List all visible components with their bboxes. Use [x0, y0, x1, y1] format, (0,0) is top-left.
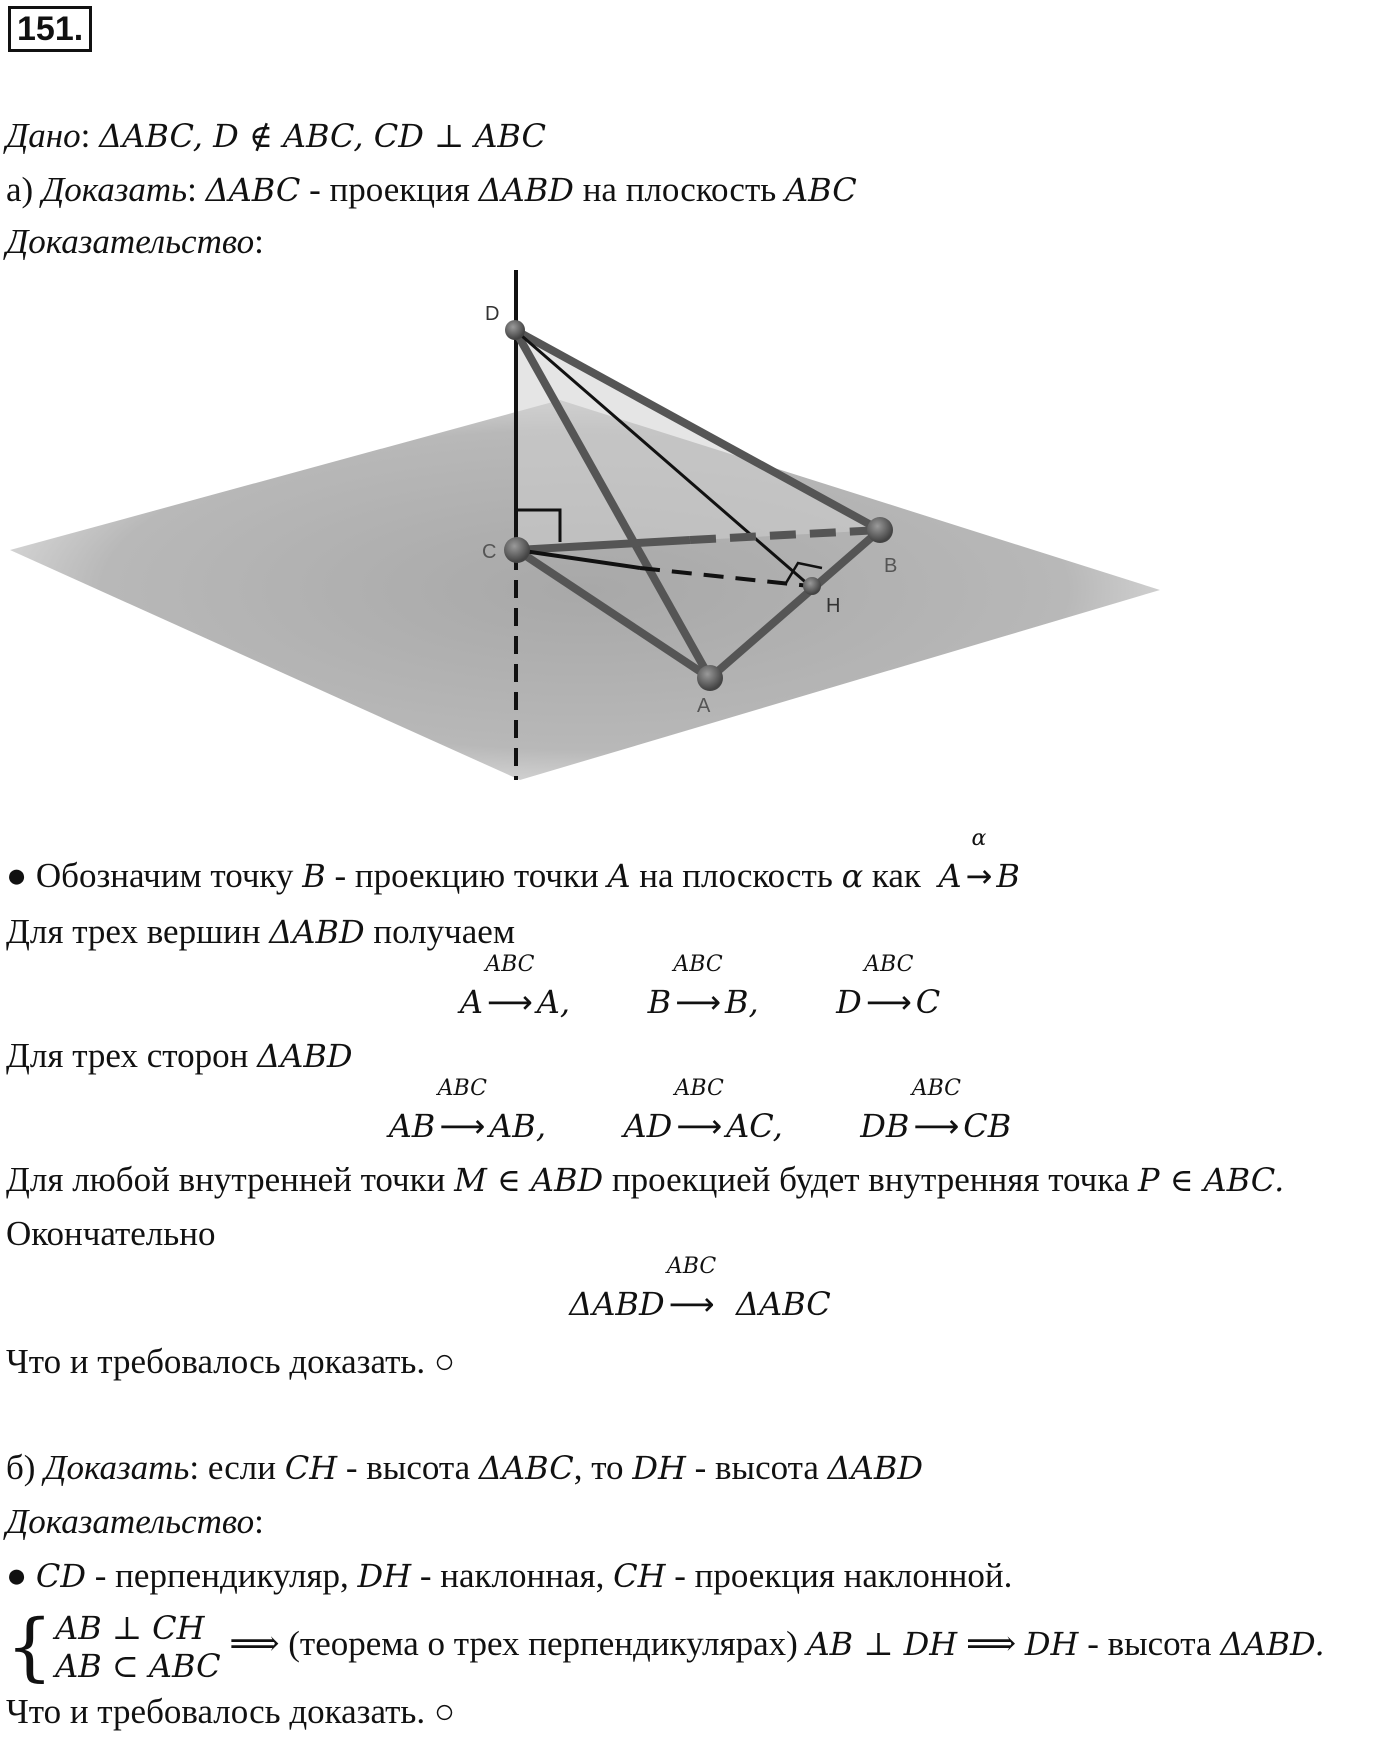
given-math: ΔABC, D ∉ ABC, CD ⊥ ABC [99, 117, 547, 155]
map-arrow [673, 952, 723, 1024]
map-from: A [459, 983, 483, 1021]
step-b2-math2: DH [1024, 1625, 1079, 1663]
given-line: Дано: ΔABC, D ∉ ABC, CD ⊥ ABC [6, 116, 547, 155]
map-arrow [485, 952, 535, 1024]
step-b1-line [6, 1554, 1012, 1598]
bullet: ● [6, 856, 28, 895]
part-b-text3: , то [573, 1448, 633, 1487]
label-h: H [826, 595, 841, 617]
point-d [505, 320, 525, 340]
brace: { [6, 1603, 54, 1690]
part-a-text1: - проекция [300, 170, 479, 209]
arrow: ⟶ [439, 1107, 486, 1145]
geometry-figure [0, 260, 1200, 790]
sides-line [6, 1034, 352, 1078]
proof-heading-a: Доказательство: [6, 222, 264, 261]
part-b-math2: ΔABC [478, 1449, 574, 1487]
step1-line [6, 826, 1020, 898]
part-a-prefix: а) [6, 170, 34, 209]
map-arrow [666, 1254, 717, 1326]
map-arrow [864, 952, 914, 1024]
interior-math2: P ∈ ABC. [1137, 1161, 1285, 1199]
point-c [504, 537, 530, 563]
label-d: D [485, 303, 500, 325]
map-from: D [836, 983, 862, 1021]
finally-text: Окончательно [6, 1214, 216, 1253]
map-to: AC, [726, 1107, 783, 1145]
implies-symbol: ⟹ [229, 1624, 280, 1663]
arrow: ⟶ [486, 983, 533, 1021]
map-from: B [647, 983, 672, 1021]
proof-label: Доказательство [6, 1502, 255, 1541]
equation-system [6, 1603, 221, 1690]
interior-line [6, 1158, 1284, 1202]
part-b-text1: : если [189, 1448, 285, 1487]
label-c: C [482, 541, 497, 563]
vertex-maps [0, 952, 1400, 1024]
label-b: B [884, 555, 898, 577]
label-a: A [697, 695, 711, 717]
step1-text4: как [863, 856, 930, 895]
point-b [867, 517, 893, 543]
step1-math2: A [607, 857, 631, 895]
step1-math5: B [996, 857, 1020, 895]
system-row1: AB ⊥ CH [55, 1608, 205, 1647]
map-to: A, [536, 983, 571, 1021]
arrow-over-label: α [971, 826, 987, 851]
vertices-text2: получаем [364, 912, 515, 951]
step-b2-math3: ΔABD. [1220, 1625, 1325, 1663]
proof-heading-b: Доказательство: [6, 1502, 264, 1541]
arrow: ⟶ [865, 983, 912, 1021]
map-over: ABC [864, 952, 914, 977]
step-b1-math3: CH [613, 1557, 666, 1595]
map-over: ABC [674, 1076, 724, 1101]
map-from: AD [623, 1107, 673, 1145]
implies-symbol: ⟹ [965, 1624, 1017, 1663]
step1-text2: - проекцию точки [325, 856, 608, 895]
step1-text3: на плоскость [630, 856, 842, 895]
map-over: ABC [911, 1076, 962, 1101]
point-h [803, 577, 821, 595]
map-arrow [437, 1076, 487, 1148]
map-to: B, [724, 983, 759, 1021]
step-b2-line [6, 1603, 1325, 1690]
vertices-text: Для трех вершин [6, 912, 270, 951]
part-a-text2: на плоскость [573, 170, 785, 209]
part-b-math1: CH [284, 1449, 338, 1487]
map-over: ABC [666, 1254, 717, 1279]
map-over: ABC [673, 952, 723, 977]
arrow: ⟶ [676, 1107, 723, 1145]
map-to: AB, [489, 1107, 546, 1145]
part-b-text4: - высота [685, 1448, 828, 1487]
qed-text: Что и требовалось доказать. ○ [6, 1692, 456, 1731]
map-to: C [915, 983, 941, 1021]
part-b-math4: ΔABD [827, 1449, 924, 1487]
side-maps [0, 1076, 1400, 1148]
step-b1-math2: DH [357, 1557, 412, 1595]
part-a-label: Доказать [41, 170, 188, 209]
qed-b [6, 1690, 455, 1734]
arrow: ⟶ [675, 983, 721, 1021]
interior-text2: проекцией будет внутренняя точка [603, 1160, 1138, 1199]
step1-text1: Обозначим точку [27, 856, 303, 895]
vertices-math: ΔABD [269, 913, 365, 951]
arrow: ⟶ [913, 1107, 960, 1145]
final-map [0, 1254, 1400, 1326]
map-over: ABC [485, 952, 535, 977]
map-arrow [674, 1076, 724, 1148]
given-label: Дано [6, 116, 81, 155]
bullet: ● [6, 1556, 28, 1595]
map-to: CB [963, 1107, 1012, 1145]
problem-number: 151. [8, 6, 92, 52]
map-from: DB [860, 1107, 910, 1145]
vertices-line [6, 910, 515, 954]
part-a-math3: ABC [784, 171, 857, 209]
sides-math: ΔABD [257, 1037, 353, 1075]
step1-math1: B [302, 857, 326, 895]
part-a-statement: а) Доказать: ΔABC - проекция ΔABD на плоскость ABC [6, 170, 857, 209]
step-b1-text1: - перпендикуляр, [86, 1556, 358, 1595]
qed-text: Что и требовалось доказать. ○ [6, 1342, 456, 1381]
arrow: ⟶ [668, 1285, 715, 1323]
step1-math3: α [841, 857, 864, 895]
system-row2: AB ⊂ ABC [55, 1646, 221, 1685]
part-b-text2: - высота [337, 1448, 479, 1487]
sides-text: Для трех сторон [6, 1036, 258, 1075]
part-b-statement [6, 1446, 923, 1490]
step-b1-text3: - проекция наклонной. [665, 1556, 1013, 1595]
map-to: ΔABC [735, 1285, 831, 1323]
map-arrow [911, 1076, 962, 1148]
qed-a [6, 1340, 455, 1384]
step-b2-math1: AB ⊥ DH [806, 1625, 958, 1663]
step-b1-text2: - наклонная, [411, 1556, 614, 1595]
part-a-math1: ΔABC [205, 171, 301, 209]
map-over: ABC [437, 1076, 487, 1101]
interior-math1: M ∈ ABD [454, 1161, 604, 1199]
part-b-prefix: б) [6, 1448, 36, 1487]
step-b1-math1: CD [35, 1557, 87, 1595]
step-b2-text2: - высота [1078, 1624, 1221, 1663]
arrow: → [965, 857, 993, 895]
interior-text1: Для любой внутренней точки [6, 1160, 455, 1199]
finally-line [6, 1212, 215, 1256]
step1-math4: A [938, 857, 962, 895]
projection-arrow [965, 826, 993, 898]
map-from: AB [388, 1107, 436, 1145]
point-a [697, 665, 723, 691]
proof-label: Доказательство [6, 222, 255, 261]
part-b-math3: DH [632, 1449, 686, 1487]
part-a-math2: ΔABD [478, 171, 574, 209]
part-b-label: Доказать [44, 1448, 190, 1487]
step-b2-text1: (теорема о трех перпендикулярах) [279, 1624, 807, 1663]
map-from: ΔABD [569, 1285, 665, 1323]
